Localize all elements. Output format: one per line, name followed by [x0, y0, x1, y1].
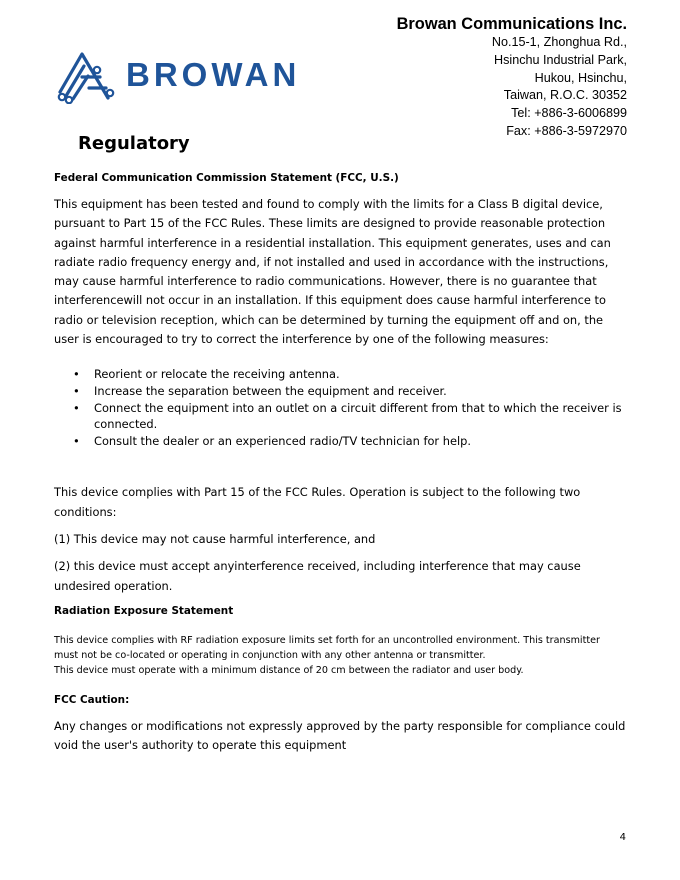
address-line: Taiwan, R.O.C. 30352 — [503, 88, 627, 103]
list-item-text: Reorient or relocate the receiving antenna. — [94, 367, 340, 382]
list-item — [54, 367, 626, 383]
company-name: Browan Communications Inc. — [396, 15, 627, 33]
radiation-text: This device complies with RF radiation exposure limits set forth for an uncontrolled environment. This transmitter must not be co-located or operating in conjunction with any other antenna or transmitter. — [54, 634, 600, 661]
bullet: • — [73, 367, 80, 382]
fax-line: Fax: +886-3-5972970 — [506, 123, 627, 138]
radiation-distance-text: This device must operate with a minimum distance of 20 cm between the radiator and user body. — [54, 664, 524, 676]
list-item-text: Connect the equipment into an outlet on a circuit different from that to which the receiver is connected. — [94, 401, 622, 431]
address-line: No.15-1, Zhonghua Rd., — [491, 35, 627, 49]
fcc-heading: Federal Communication Commission Statement (FCC, U.S.) — [54, 172, 399, 184]
address-line: Hsinchu Industrial Park, — [494, 52, 627, 67]
browan-logo — [56, 50, 306, 104]
condition-2: (2) this device must accept anyinterference received, including interference that may cause undesired operation. — [54, 559, 581, 593]
phone-line: Tel: +886-3-6006899 — [511, 106, 627, 121]
browan-logo-icon — [56, 50, 118, 104]
intro-paragraph: This equipment has been tested and found to comply with the limits for a Class B digital device, pursuant to Part 15 of the FCC Rules. These limits are designed to provide reasonable protection against harmful interference in a residential installation. This equipment generates, uses and can radiate radio frequency energy and, if not installed and used in accordance with the instructions, may cause harmful interference to radio communications. However, there is no guarantee that interferencewill not occur in an installation. If this equipment does cause harmful interference to radio or television reception, which can be determined by turning the equipment off and on, the user is encouraged to try to correct the interference by one of the following measures: — [54, 197, 611, 347]
radiation-heading: Radiation Exposure Statement — [54, 604, 234, 617]
document-body — [54, 170, 626, 755]
list-item — [54, 384, 626, 400]
list-item — [54, 434, 626, 450]
list-item-text: Increase the separation between the equipment and receiver. — [94, 384, 447, 399]
part15-statement: This device complies with Part 15 of the FCC Rules. Operation is subject to the following two conditions: — [54, 485, 581, 519]
company-address-block — [397, 14, 627, 141]
logo-wordmark: BROWAN — [126, 56, 301, 93]
page-number: 4 — [619, 832, 626, 843]
bullet: • — [73, 384, 80, 399]
list-item-text: Consult the dealer or an experienced radio/TV technician for help. — [94, 433, 471, 448]
caution-heading: FCC Caution: — [54, 693, 130, 706]
condition-1: (1) This device may not cause harmful interference, and — [54, 531, 376, 546]
caution-text: Any changes or modifications not expressly approved by the party responsible for compliance could void the user's authority to operate this equipment — [54, 718, 626, 753]
measures-list — [54, 367, 626, 449]
list-item — [54, 401, 626, 432]
address-line: Hukou, Hsinchu, — [534, 70, 627, 85]
page-title: Regulatory — [78, 133, 190, 154]
bullet: • — [73, 433, 80, 448]
bullet: • — [73, 401, 80, 416]
